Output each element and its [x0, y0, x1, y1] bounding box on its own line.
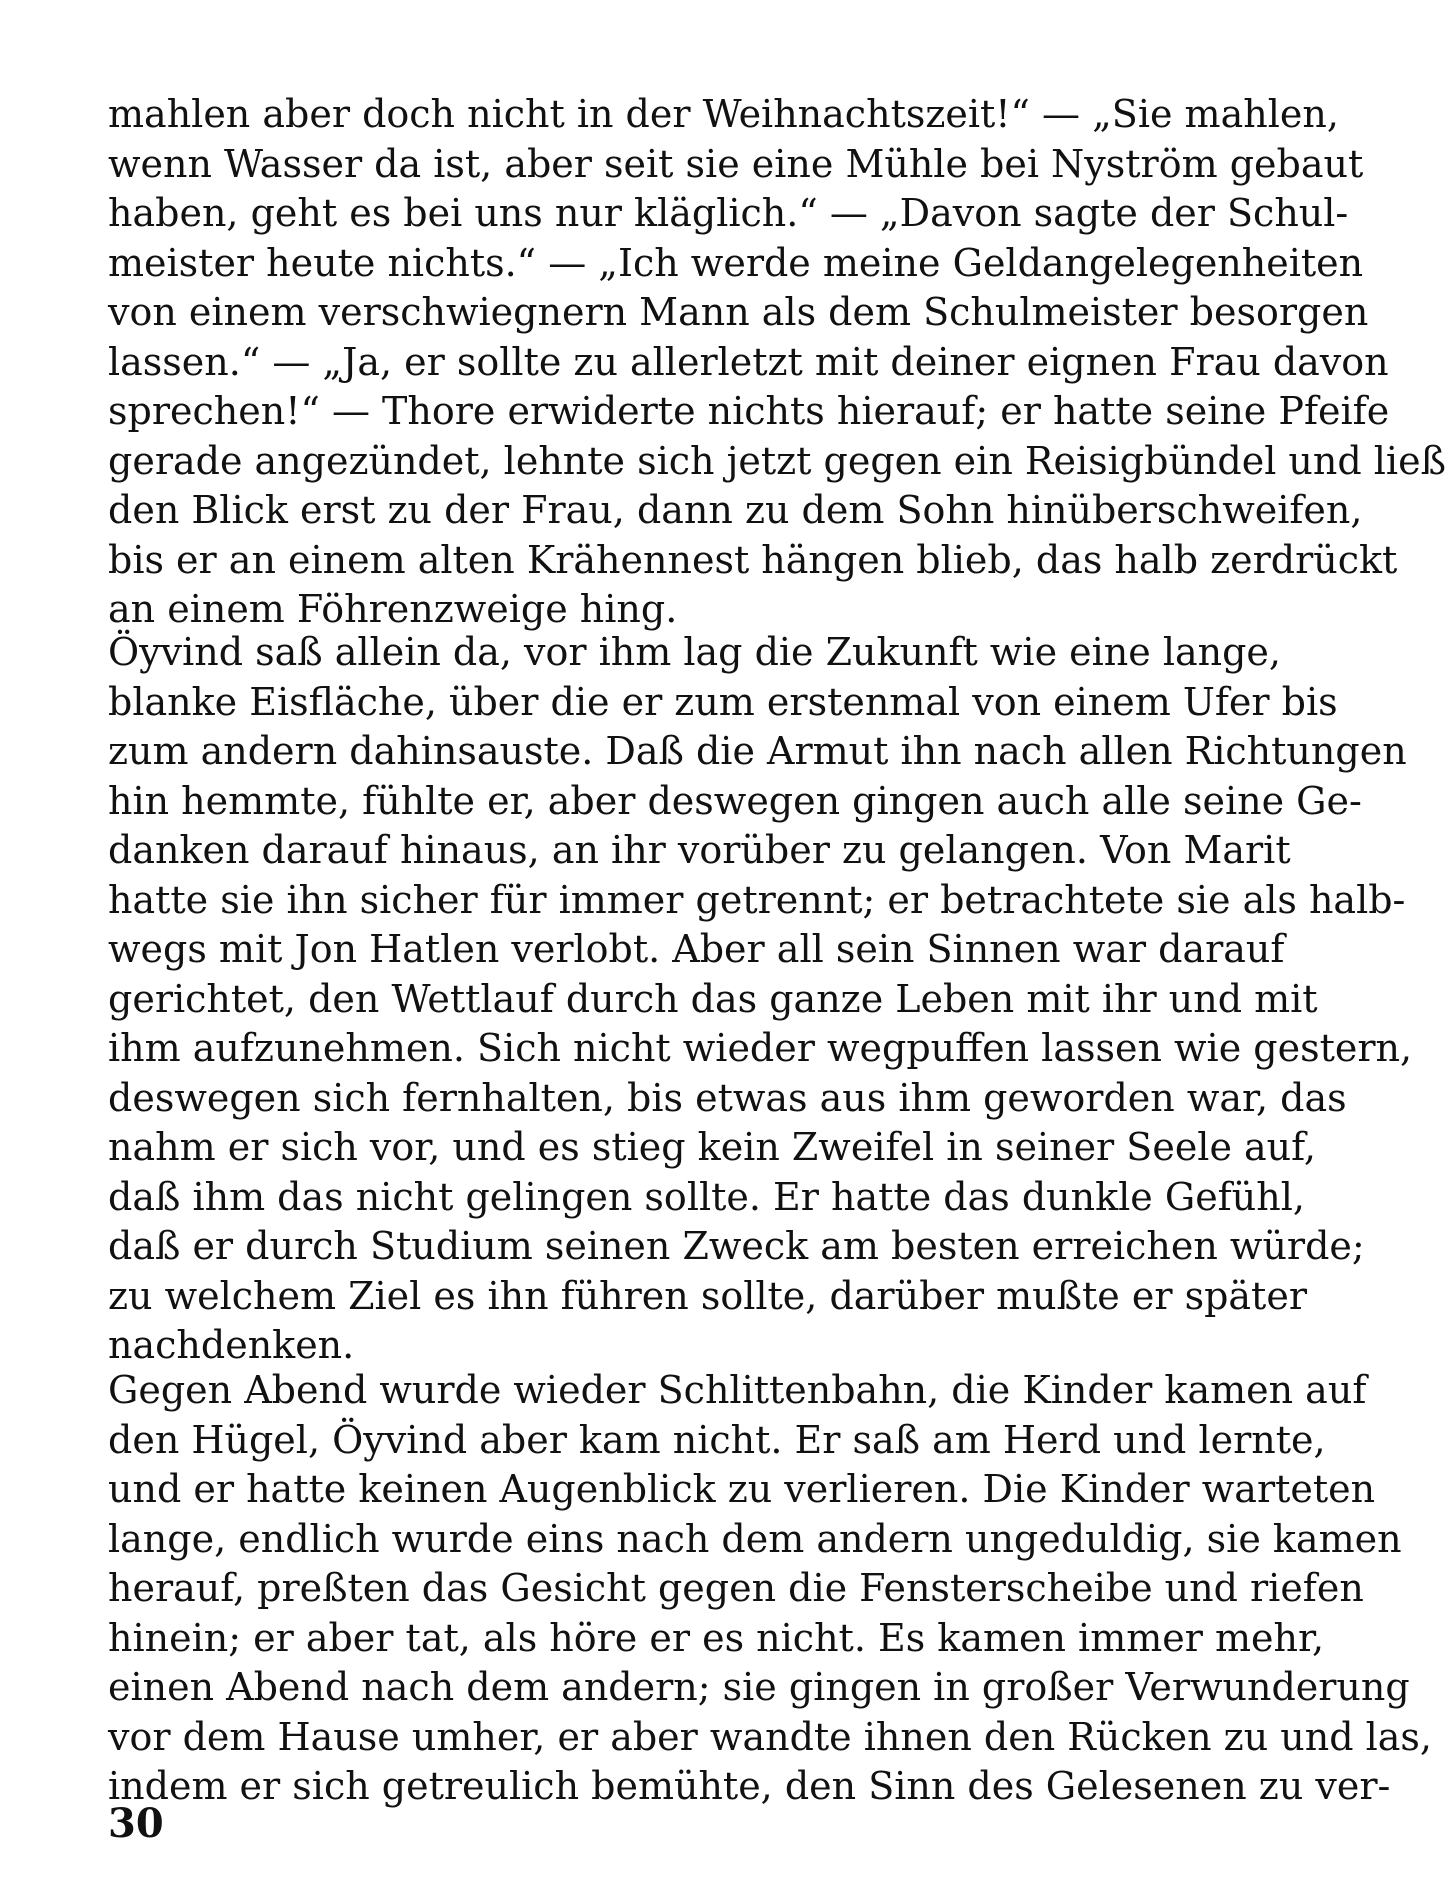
text-line: daß er durch Studium seinen Zweck am besten erreichen würde; [108, 1224, 1365, 1268]
text-line: und er hatte keinen Augenblick zu verlieren. Die Kinder warteten [108, 1467, 1376, 1511]
text-line: sprechen!“ — Thore erwiderte nichts hierauf; er hatte seine Pfeife [108, 389, 1390, 433]
text-line: danken darauf hinaus, an ihr vorüber zu gelangen. Von Marit [108, 828, 1291, 872]
text-line: hatte sie ihn sicher für immer getrennt; er betrachtete sie als halb- [108, 877, 1406, 922]
text-line: einen Abend nach dem andern; sie gingen in großer Verwunderung [108, 1665, 1410, 1709]
text-line: daß ihm das nicht gelingen sollte. Er hatte das dunkle Gefühl, [108, 1174, 1305, 1219]
text-line: an einem Föhrenzweige hing. [108, 587, 678, 631]
text-line: lassen.“ — „Ja, er sollte zu allerletzt mit deiner eignen Frau davon [108, 339, 1389, 384]
text-line: wegs mit Jon Hatlen verlobt. Aber all sein Sinnen war darauf [108, 927, 1285, 971]
text-line: deswegen sich fernhalten, bis etwas aus ihm geworden war, das [108, 1075, 1347, 1120]
text-line: gerade angezündet, lehnte sich jetzt gegen ein Reisigbündel und ließ [108, 438, 1446, 483]
paragraph-3 [108, 1366, 1432, 1812]
text-line: Öyvind saß allein da, vor ihm lag die Zukunft wie eine lange, [108, 630, 1281, 674]
text-line: ihm aufzunehmen. Sich nicht wieder wegpuffen lassen wie gestern, [108, 1026, 1413, 1070]
text-line: nachdenken. [108, 1323, 355, 1367]
text-line: Gegen Abend wurde wieder Schlittenbahn, die Kinder kamen auf [108, 1368, 1367, 1412]
paragraph-2 [108, 628, 1413, 1371]
text-line: meister heute nichts.“ — „Ich werde meine Geldangelegenheiten [108, 240, 1364, 285]
paragraph-1 [108, 90, 1446, 635]
text-line: den Blick erst zu der Frau, dann zu dem Sohn hinüberschweifen, [108, 488, 1363, 532]
text-line: von einem verschwiegnern Mann als dem Schulmeister besorgen [108, 290, 1369, 334]
text-line: nahm er sich vor, und es stieg kein Zweifel in seiner Seele auf, [108, 1125, 1316, 1169]
text-line: mahlen aber doch nicht in der Weihnachtszeit!“ — „Sie mahlen, [108, 92, 1339, 136]
text-line: den Hügel, Öyvind aber kam nicht. Er saß am Herd und lernte, [108, 1417, 1326, 1462]
text-line: bis er an einem alten Krähennest hängen blieb, das halb zerdrückt [108, 537, 1398, 582]
text-line: blanke Eisfläche, über die er zum erstenmal von einem Ufer bis [108, 679, 1338, 724]
text-line: haben, geht es bei uns nur kläglich.“ — „Davon sagte der Schul- [108, 191, 1349, 235]
text-line: gerichtet, den Wettlauf durch das ganze Leben mit ihr und mit [108, 976, 1318, 1021]
text-line: zu welchem Ziel es ihn führen sollte, darüber mußte er später [108, 1273, 1307, 1318]
text-line: lange, endlich wurde eins nach dem andern ungeduldig, sie kamen [108, 1516, 1402, 1561]
text-line: vor dem Hause umher, er aber wandte ihnen den Rücken zu und las, [108, 1714, 1432, 1759]
text-line: hin hemmte, fühlte er, aber deswegen gingen auch alle seine Ge- [108, 778, 1362, 823]
text-line: zum andern dahinsauste. Daß die Armut ihn nach allen Richtungen [108, 729, 1407, 773]
text-line: wenn Wasser da ist, aber seit sie eine Mühle bei Nyström gebaut [108, 141, 1364, 186]
text-line: indem er sich getreulich bemühte, den Sinn des Gelesenen zu ver- [108, 1764, 1391, 1808]
text-line: hinein; er aber tat, als höre er es nicht. Es kamen immer mehr, [108, 1615, 1325, 1660]
page-number: 30 [108, 1800, 164, 1847]
text-line: herauf, preßten das Gesicht gegen die Fensterscheibe und riefen [108, 1566, 1364, 1610]
